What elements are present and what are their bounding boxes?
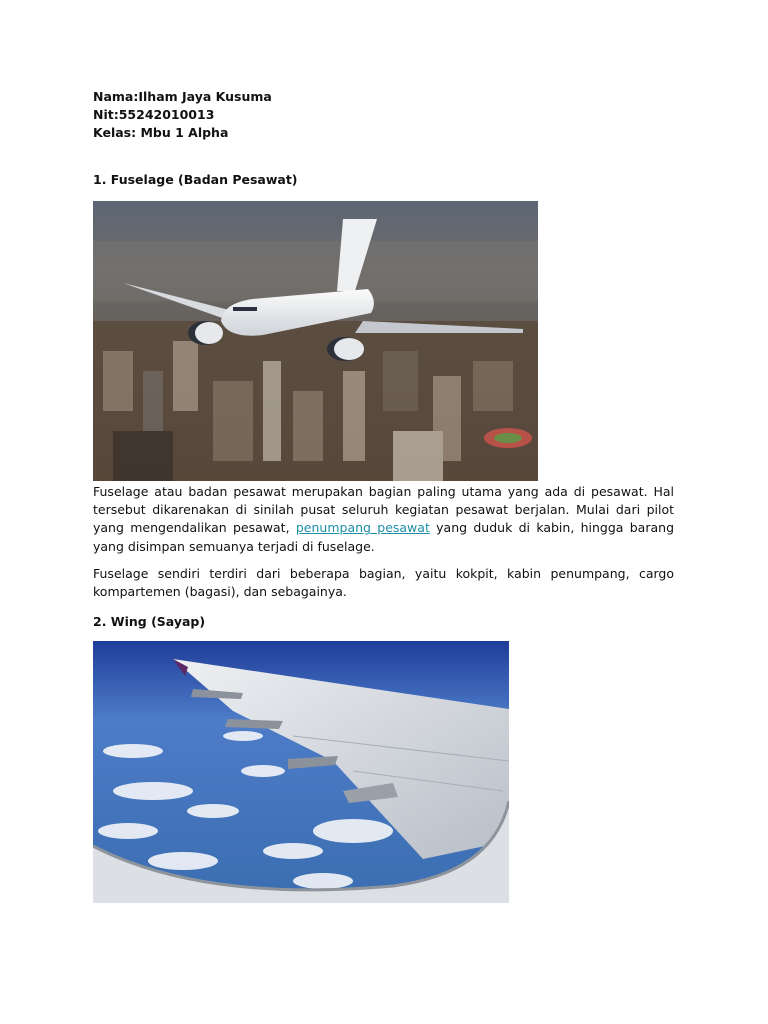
paragraph-text-start: Fuselage atau badan pesawat merupakan bagian paling utama yang ada di pesawat. Hal tersebut dikarenakan di sinilah pusat seluruh kegiatan pesawat berjalan. Mulai dari pilot yang mengendalikan pesawat,	[93, 484, 674, 536]
penumpang-pesawat-link[interactable]: penumpang pesawat	[295, 520, 430, 536]
section-heading-fuselage: 1. Fuselage (Badan Pesawat)	[93, 172, 298, 187]
fuselage-paragraph-1	[93, 483, 674, 556]
student-name: Nama:Ilham Jaya Kusuma	[93, 89, 272, 104]
airplane-wing-icon	[93, 641, 509, 903]
section-heading-wing: 2. Wing (Sayap)	[93, 614, 206, 629]
fuselage-paragraph-2: Fuselage sendiri terdiri dari beberapa bagian, yaitu kokpit, kabin penumpang, cargo kompartemen (bagasi), dan sebagainya.	[93, 566, 674, 600]
student-class: Kelas: Mbu 1 Alpha	[93, 125, 229, 140]
airplane-city-icon	[93, 201, 538, 481]
student-nit: Nit:55242010013	[93, 107, 215, 122]
paragraph-text-end: yang duduk di kabin, hingga barang yang disimpan semuanya terjadi di fuselage.	[93, 520, 674, 554]
fuselage-photo	[93, 201, 538, 481]
wing-photo	[93, 641, 509, 903]
